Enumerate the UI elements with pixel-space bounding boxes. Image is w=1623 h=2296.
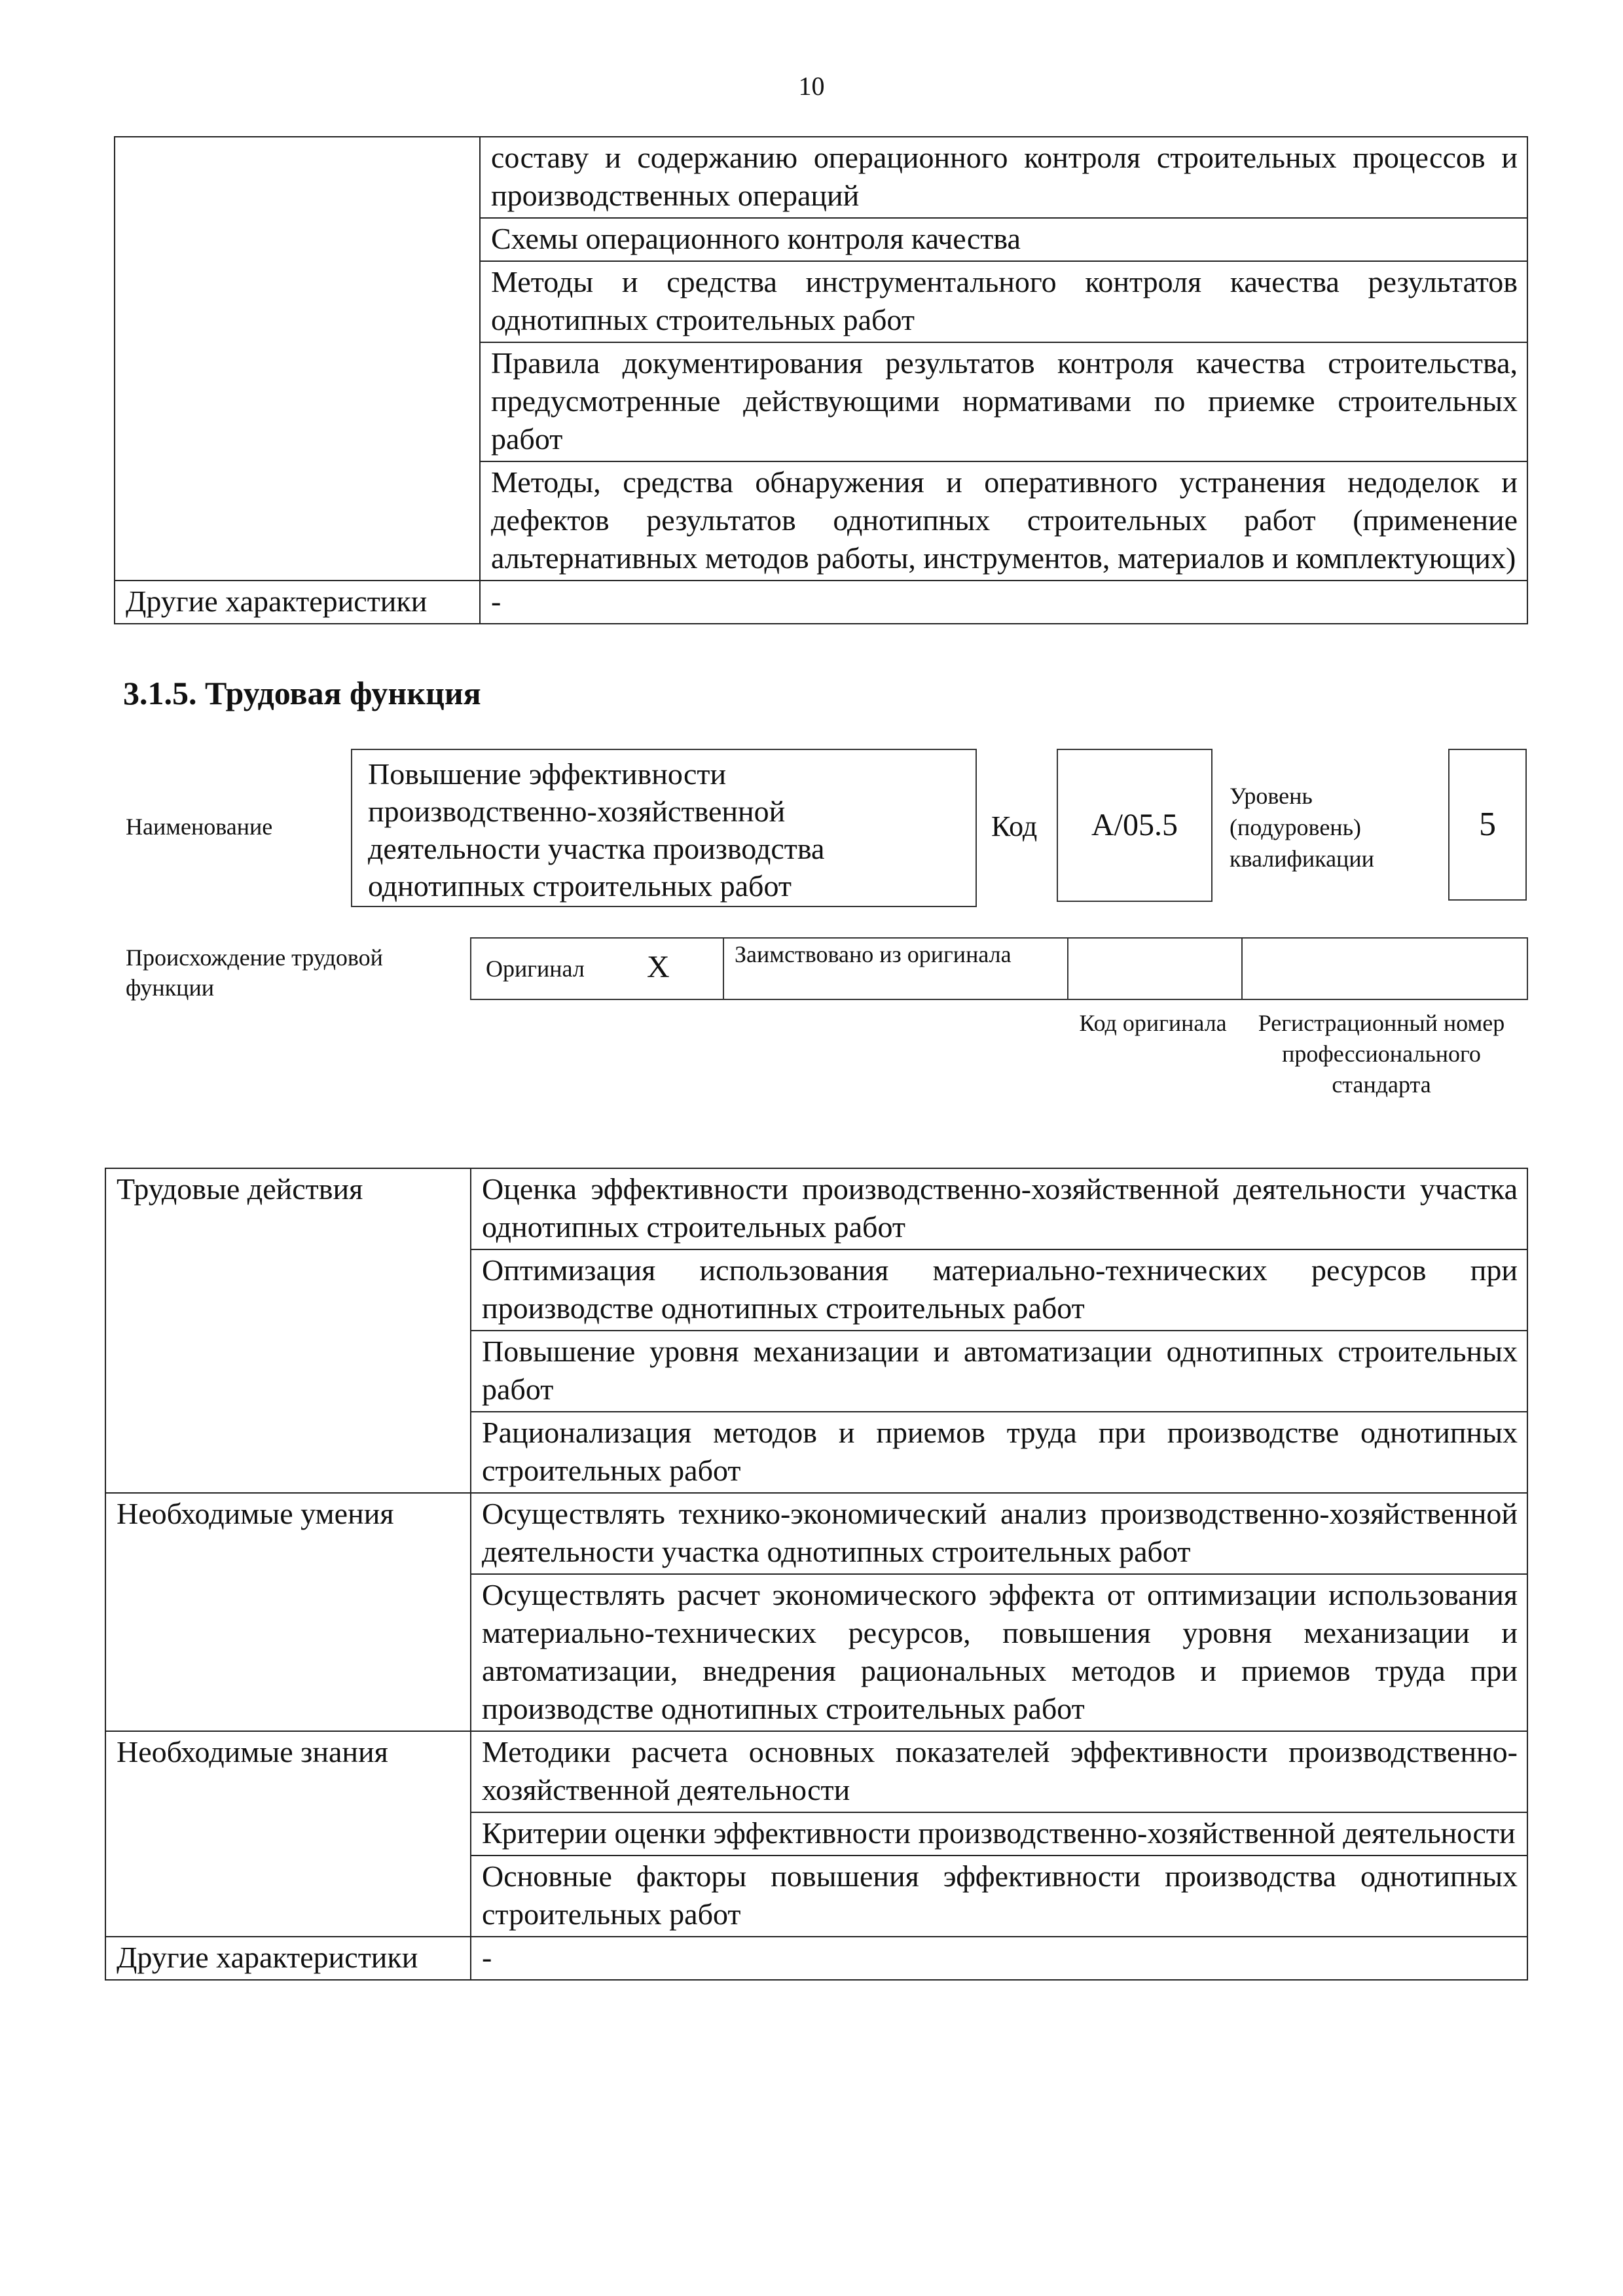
other-characteristics-label: Другие характеристики	[105, 1937, 471, 1980]
table-cell: Рационализация методов и приемов труда при производстве однотипных строительных работ	[471, 1412, 1527, 1493]
original-cell	[471, 939, 724, 999]
table-cell: Методы, средства обнаружения и оперативного устранения недоделок и дефектов результатов однотипных строительных работ (применение альтернативных методов работы, инструментов, материалов и комплектующих)	[480, 461, 1527, 581]
reg-number-caption: Регистрационный номер профессионального стандарта	[1258, 1010, 1505, 1098]
table-cell: Осуществлять расчет экономического эффекта от оптимизации использования материально-технических ресурсов, повышения уровня механизации и автоматизации, внедрения рациональных методов и приемов труда при производстве однотипных строительных работ	[471, 1574, 1527, 1731]
function-name-box: Повышение эффективности производственно-хозяйственной деятельности участка производства однотипных строительных работ	[351, 749, 977, 907]
table-cell: Повышение уровня механизации и автоматизации однотипных строительных работ	[471, 1331, 1527, 1412]
borrowed-label: Заимствовано из оригинала	[735, 941, 1012, 967]
other-characteristics-value: -	[471, 1937, 1527, 1980]
table-cell: Оценка эффективности производственно-хозяйственной деятельности участка однотипных строительных работ	[471, 1168, 1527, 1249]
table-row	[105, 1731, 1527, 1812]
table-cell: составу и содержанию операционного контроля строительных процессов и производственных операций	[480, 137, 1527, 218]
table-row	[105, 1168, 1527, 1249]
other-characteristics-label: Другие характеристики	[115, 581, 480, 624]
table-cell: Схемы операционного контроля качества	[480, 218, 1527, 261]
table-cell: Методы и средства инструментального контроля качества результатов однотипных строительных работ	[480, 261, 1527, 342]
original-code-cell	[1067, 939, 1243, 999]
table-cell: Основные факторы повышения эффективности производства однотипных строительных работ	[471, 1856, 1527, 1937]
origin-box	[470, 937, 1528, 1000]
table-row	[115, 137, 1527, 218]
knowledge-table-continued	[114, 136, 1528, 624]
name-label: Наименование	[126, 814, 273, 840]
table-row	[105, 1493, 1527, 1574]
table-row	[105, 1937, 1527, 1980]
other-characteristics-value: -	[480, 581, 1527, 624]
table-cell: Критерии оценки эффективности производственно-хозяйственной деятельности	[471, 1812, 1527, 1856]
labor-function-table	[105, 1168, 1528, 1981]
origin-label: Происхождение трудовой функции	[126, 944, 383, 1001]
group-label-knowledge: Необходимые знания	[105, 1731, 471, 1937]
original-label: Оригинал	[486, 956, 585, 982]
table-row	[115, 581, 1527, 624]
page-number: 10	[798, 71, 825, 101]
section-heading: 3.1.5. Трудовая функция	[123, 675, 481, 711]
code-label: Код	[991, 810, 1038, 842]
table-cell: Осуществлять технико-экономический анализ производственно-хозяйственной деятельности участка однотипных строительных работ	[471, 1493, 1527, 1574]
empty-label-cell	[115, 137, 480, 581]
level-label: Уровень (подуровень) квалификации	[1230, 783, 1374, 872]
group-label-skills: Необходимые умения	[105, 1493, 471, 1731]
original-mark: X	[647, 950, 670, 984]
table-cell: Оптимизация использования материально-технических ресурсов при производстве однотипных строительных работ	[471, 1249, 1527, 1331]
level-value-box: 5	[1448, 749, 1527, 901]
table-cell: Правила документирования результатов контроля качества строительства, предусмотренные действующими нормативами по приемке строительных работ	[480, 342, 1527, 461]
code-caption: Код оригинала	[1079, 1010, 1227, 1036]
function-code-box: А/05.5	[1057, 749, 1213, 902]
table-cell: Методики расчета основных показателей эффективности производственно-хозяйственной деятельности	[471, 1731, 1527, 1812]
group-label-labor-actions: Трудовые действия	[105, 1168, 471, 1493]
